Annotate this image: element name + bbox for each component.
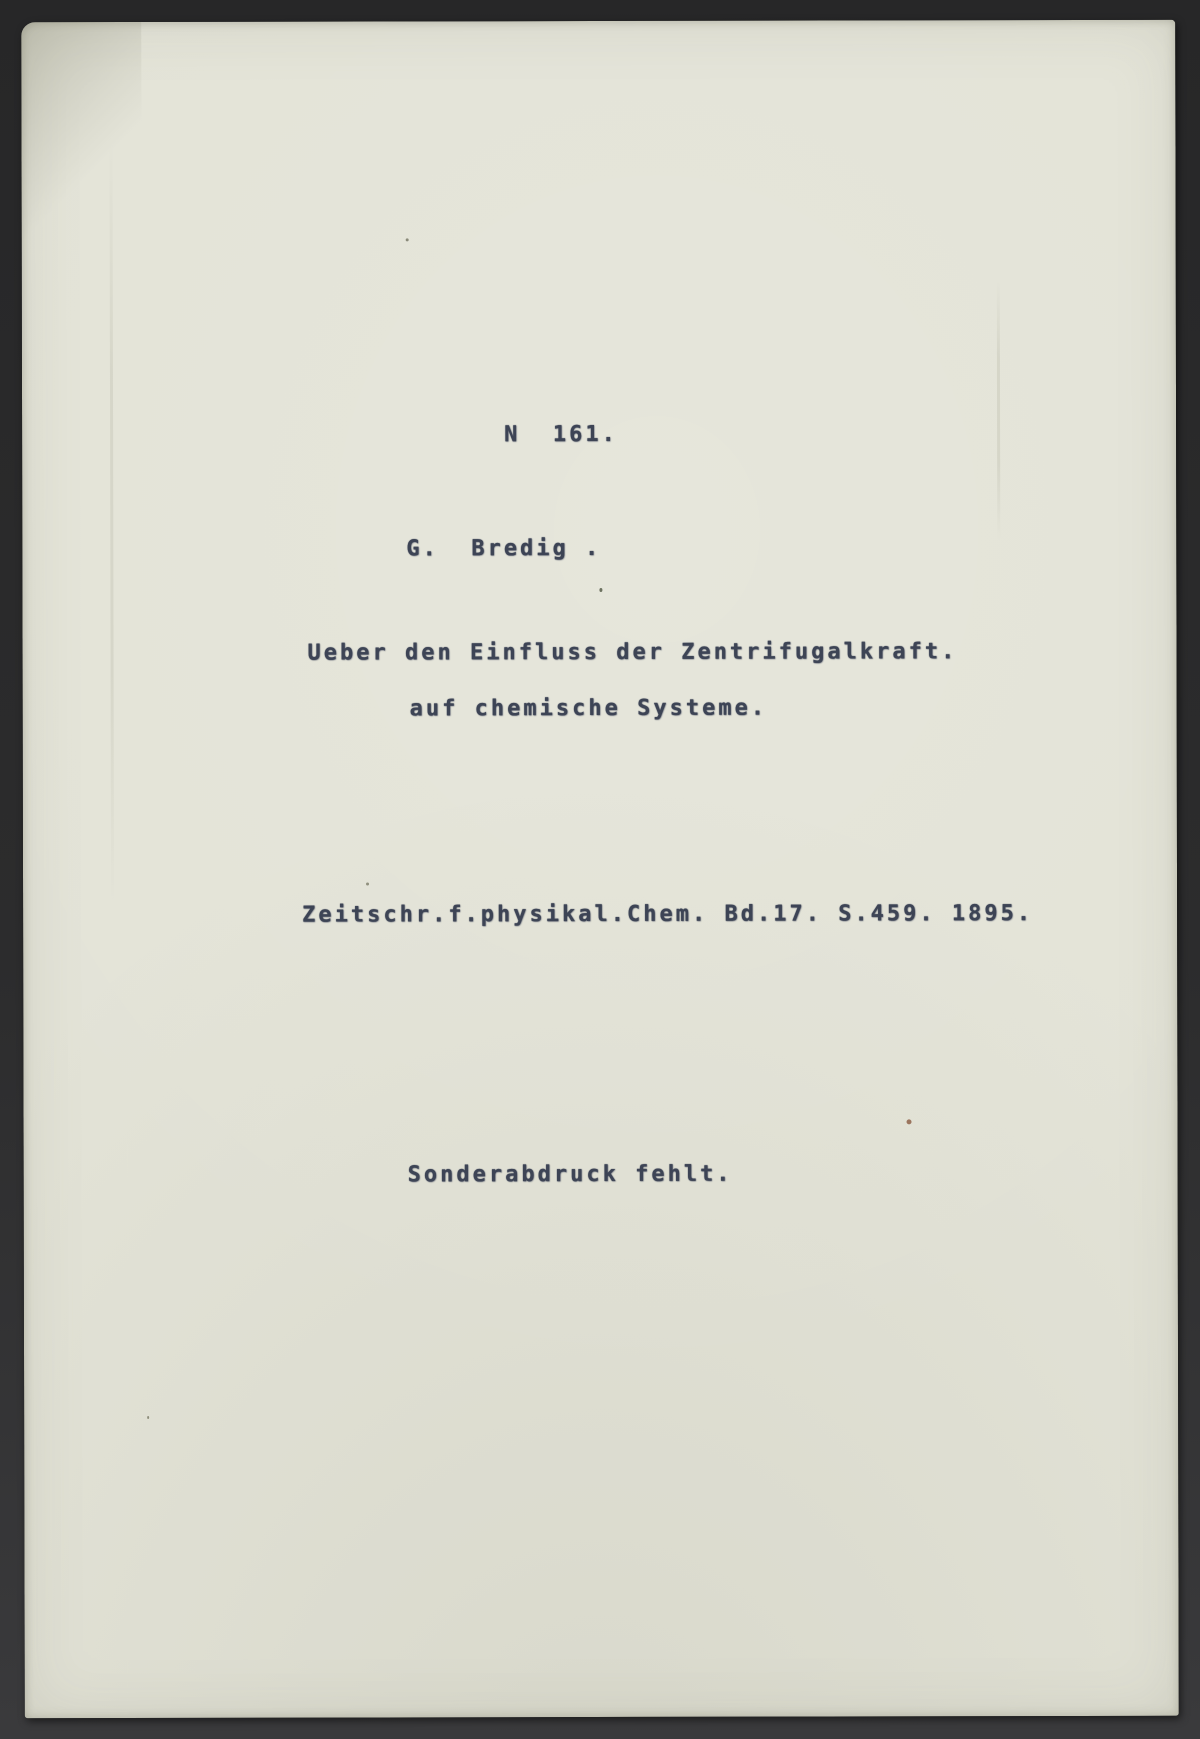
paper-speck	[366, 882, 369, 885]
paper-speck	[907, 1119, 912, 1124]
paper-sheet	[21, 20, 1179, 1718]
availability-note: Sonderabdruck fehlt.	[407, 1161, 733, 1188]
paper-speck	[147, 1416, 149, 1419]
title-line-2: auf chemische Systeme.	[409, 695, 768, 722]
catalog-number: N 161.	[504, 421, 618, 448]
paper-crease	[109, 142, 114, 902]
paper-speck	[406, 238, 409, 241]
paper-crease	[997, 280, 1001, 540]
author-name: G. Bredig .	[406, 535, 602, 562]
journal-reference: Zeitschr.f.physikal.Chem. Bd.17. S.459. 1895.	[302, 901, 1034, 928]
paper-corner-shade	[21, 22, 142, 302]
title-line-1: Ueber den Einfluss der Zentrifugalkraft.	[307, 639, 958, 666]
paper-speck	[599, 588, 602, 592]
